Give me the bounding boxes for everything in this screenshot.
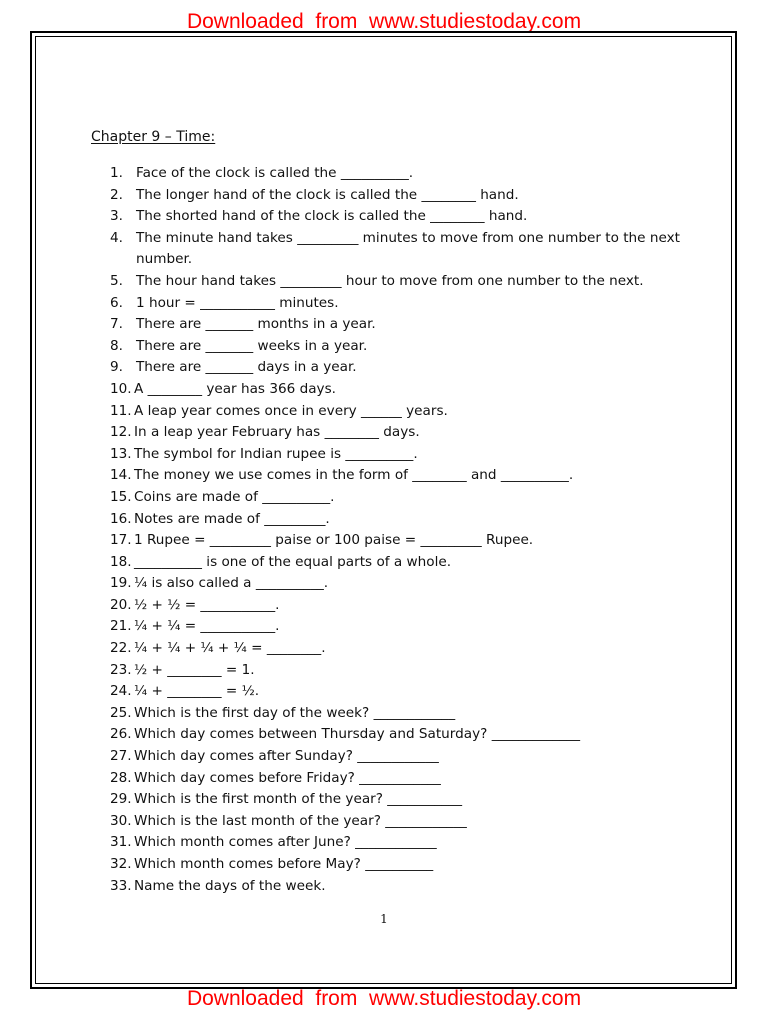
question-number: 23. xyxy=(110,661,132,678)
question-text: Which day comes between Thursday and Saturday? _____________ xyxy=(134,726,581,743)
question-number: 19. xyxy=(110,575,132,592)
question-number: 33. xyxy=(110,877,132,894)
question-item xyxy=(110,163,682,185)
question-text: Which is the first month of the year? ___________ xyxy=(134,791,463,808)
question-number: 3. xyxy=(110,208,123,225)
question-text: Face of the clock is called the __________. xyxy=(136,165,414,181)
question-text: There are _______ days in a year. xyxy=(136,359,357,376)
question-number: 21. xyxy=(110,618,132,635)
question-text: Which month comes after June? ____________ xyxy=(134,834,437,851)
question-text: Name the days of the week. xyxy=(134,877,326,894)
question-text: ¼ is also called a __________. xyxy=(134,575,329,592)
question-text: In a leap year February has ________ days. xyxy=(134,424,420,441)
page-number: 1 xyxy=(380,912,388,926)
question-list xyxy=(110,163,682,897)
question-number: 31. xyxy=(110,834,132,851)
question-number: 7. xyxy=(110,316,123,333)
question-number: 24. xyxy=(110,683,132,700)
question-item xyxy=(110,681,682,703)
question-item xyxy=(110,336,682,358)
question-item xyxy=(110,509,682,531)
question-text: Which is the first day of the week? ____________ xyxy=(134,704,456,721)
question-item xyxy=(110,271,682,293)
question-item xyxy=(110,401,682,423)
question-number: 13. xyxy=(110,445,132,462)
download-banner-bottom: Downloaded from www.studiestoday.com xyxy=(186,987,582,1010)
question-number: 10. xyxy=(110,380,132,397)
question-number: 29. xyxy=(110,791,132,808)
question-text: 1 Rupee = _________ paise or 100 paise = _________ Rupee. xyxy=(134,532,534,549)
question-number: 1. xyxy=(110,165,123,181)
question-number: 32. xyxy=(110,856,132,872)
question-text: A ________ year has 366 days. xyxy=(134,380,336,397)
question-item xyxy=(110,228,682,271)
question-item xyxy=(110,660,682,682)
question-item xyxy=(110,703,682,725)
question-item xyxy=(110,422,682,444)
question-item xyxy=(110,811,682,833)
question-item xyxy=(110,616,682,638)
question-item xyxy=(110,876,682,898)
question-item xyxy=(110,314,682,336)
question-number: 14. xyxy=(110,467,132,484)
question-item xyxy=(110,293,682,315)
question-text: There are _______ months in a year. xyxy=(136,316,376,333)
question-number: 25. xyxy=(110,704,132,721)
question-text: Which day comes after Sunday? ____________ xyxy=(134,748,439,765)
question-item xyxy=(110,487,682,509)
question-item xyxy=(110,530,682,552)
question-number: 26. xyxy=(110,726,132,743)
chapter-title: Chapter 9 – Time: xyxy=(91,129,216,145)
question-text: The money we use comes in the form of ________ and __________. xyxy=(134,467,574,484)
download-banner-top: Downloaded from www.studiestoday.com xyxy=(186,10,582,33)
question-number: 15. xyxy=(110,488,132,505)
question-text: ½ + ________ = 1. xyxy=(134,661,255,678)
question-text: The shorted hand of the clock is called the ________ hand. xyxy=(136,208,528,225)
question-number: 22. xyxy=(110,640,132,657)
question-item xyxy=(110,854,682,876)
question-text: There are _______ weeks in a year. xyxy=(136,337,368,354)
question-number: 16. xyxy=(110,510,132,527)
question-item xyxy=(110,185,682,207)
question-number: 2. xyxy=(110,186,123,203)
question-number: 18. xyxy=(110,553,132,570)
question-number: 30. xyxy=(110,812,132,829)
question-text: Coins are made of __________. xyxy=(134,488,335,505)
question-item xyxy=(110,573,682,595)
question-text: Which is the last month of the year? ____________ xyxy=(134,812,467,829)
question-text: The minute hand takes _________ minutes to move from one number to the next number. xyxy=(136,229,680,268)
question-number: 20. xyxy=(110,596,132,613)
question-number: 5. xyxy=(110,272,123,289)
question-item xyxy=(110,832,682,854)
question-number: 11. xyxy=(110,402,132,419)
question-text: __________ is one of the equal parts of a whole. xyxy=(134,553,452,570)
question-text: The symbol for Indian rupee is __________. xyxy=(134,445,418,462)
question-item xyxy=(110,746,682,768)
question-item xyxy=(110,768,682,790)
question-item xyxy=(110,789,682,811)
question-number: 9. xyxy=(110,359,123,376)
question-text: Notes are made of _________. xyxy=(134,510,330,527)
question-text: ¼ + ¼ + ¼ + ¼ = ________. xyxy=(134,640,326,657)
question-number: 4. xyxy=(110,229,123,246)
question-text: ½ + ½ = ___________. xyxy=(134,596,280,613)
question-item xyxy=(110,357,682,379)
question-item xyxy=(110,206,682,228)
question-text: 1 hour = ___________ minutes. xyxy=(136,294,339,311)
question-text: The longer hand of the clock is called the ________ hand. xyxy=(136,186,519,203)
question-number: 28. xyxy=(110,769,132,786)
question-number: 27. xyxy=(110,748,132,765)
question-number: 12. xyxy=(110,424,132,441)
question-item xyxy=(110,595,682,617)
question-item xyxy=(110,552,682,574)
question-text: A leap year comes once in every ______ years. xyxy=(134,402,448,419)
question-item xyxy=(110,379,682,401)
question-text: ¼ + ________ = ½. xyxy=(134,683,260,700)
question-text: ¼ + ¼ = ___________. xyxy=(134,618,280,635)
question-text: Which day comes before Friday? ____________ xyxy=(134,769,441,786)
question-text: Which month comes before May? __________ xyxy=(134,856,434,872)
question-item xyxy=(110,638,682,660)
question-number: 17. xyxy=(110,532,132,549)
question-item xyxy=(110,465,682,487)
question-text: The hour hand takes _________ hour to move from one number to the next. xyxy=(136,272,644,289)
question-number: 8. xyxy=(110,337,123,354)
question-item xyxy=(110,444,682,466)
question-number: 6. xyxy=(110,294,123,311)
question-item xyxy=(110,724,682,746)
